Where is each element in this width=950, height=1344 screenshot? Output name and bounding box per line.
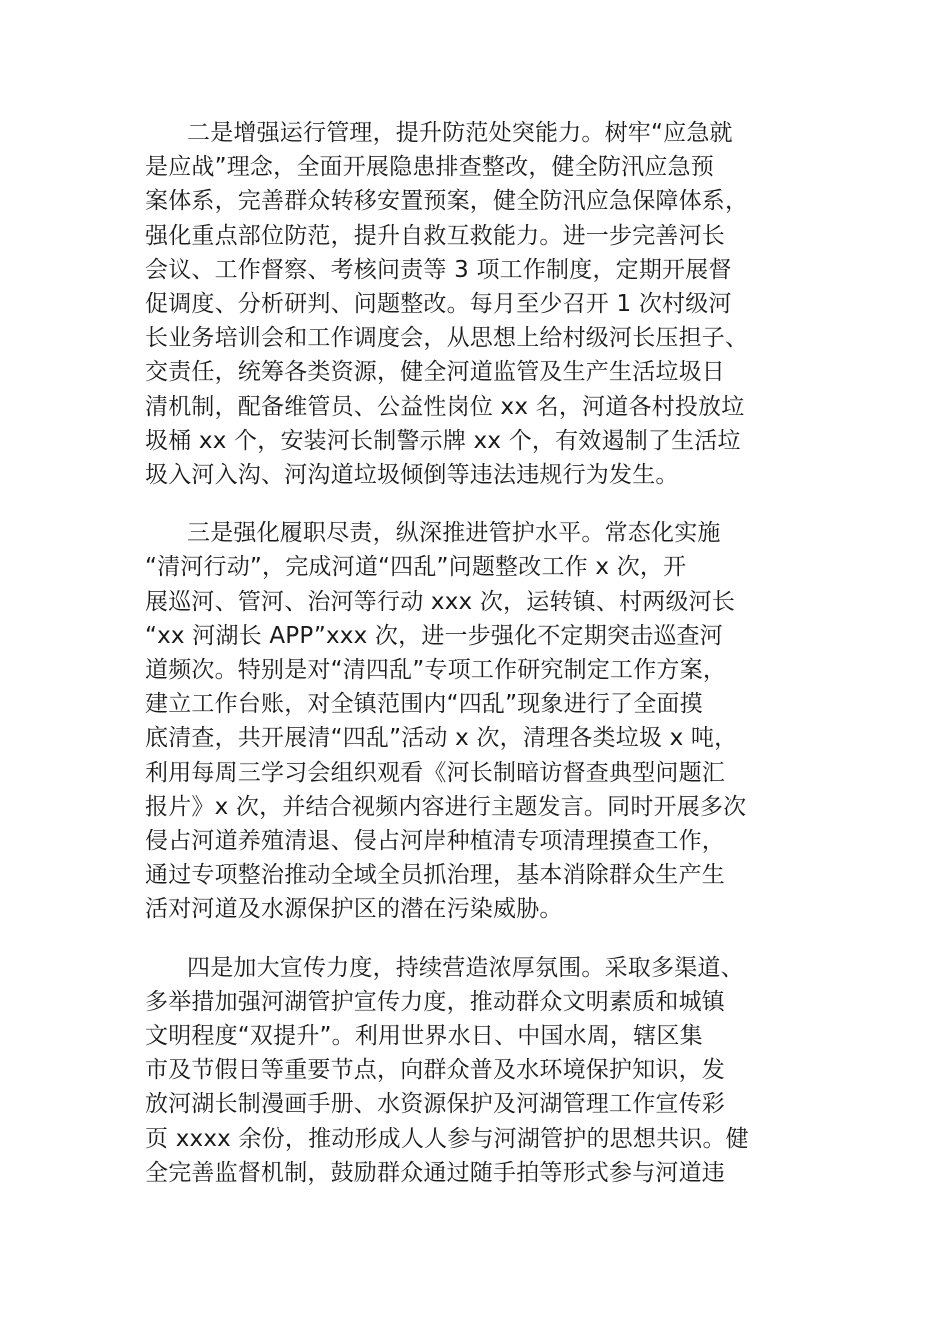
text-line: 展巡河、管河、治河等行动 xxx 次，运转镇、村两级河长 — [145, 588, 736, 615]
paragraph-duty-fulfillment — [145, 516, 805, 926]
text-line: 强化重点部位防范，提升自救互救能力。进一步完善河长 — [145, 222, 725, 249]
text-line: 文明程度“双提升”。利用世界水日、中国水周，辖区集 — [145, 1023, 703, 1050]
text-line: 四是加大宣传力度，持续营造浓厚氛围。采取多渠道、 — [187, 954, 744, 981]
text-line: 底清查，共开展清“四乱”活动 x 次，清理各类垃圾 x 吨， — [145, 725, 738, 752]
paragraph-operation-management — [145, 116, 805, 492]
text-line: 全完善监督机制，鼓励群众通过随手拍等形式参与河道违 — [145, 1159, 725, 1186]
document-body — [145, 116, 805, 1190]
text-line: 交责任，统筹各类资源，健全河道监管及生产生活垃圾日 — [145, 359, 725, 386]
text-line: “清河行动”，完成河道“四乱”问题整改工作 x 次，开 — [145, 554, 687, 581]
text-line: 利用每周三学习会组织观看《河长制暗访督查典型问题汇 — [145, 759, 725, 786]
text-line: 通过专项整治推动全域全员抓治理，基本消除群众生产生 — [145, 862, 725, 889]
text-line: “xx 河湖长 APP”xxx 次，进一步强化不定期突击巡查河 — [145, 622, 723, 649]
text-line: 会议、工作督察、考核问责等 3 项工作制度，定期开展督 — [145, 256, 732, 283]
text-line: 清机制，配备维管员、公益性岗位 xx 名，河道各村投放垃 — [145, 393, 745, 420]
text-line: 道频次。特别是对“清四乱”专项工作研究制定工作方案， — [145, 657, 727, 684]
text-line: 建立工作台账，对全镇范围内“四乱”现象进行了全面摸 — [145, 691, 703, 718]
text-line: 长业务培训会和工作调度会，从思想上给村级河长压担子、 — [145, 325, 749, 352]
paragraph-publicity — [145, 951, 805, 1190]
text-line: 页 xxxx 余份，推动形成人人参与河湖管护的思想共识。健 — [145, 1125, 749, 1152]
text-line: 多举措加强河湖管护宣传力度，推动群众文明素质和城镇 — [145, 988, 725, 1015]
text-line: 圾入河入沟、河沟道垃圾倾倒等违法违规行为发生。 — [145, 462, 679, 489]
text-line: 促调度、分析研判、问题整改。每月至少召开 1 次村级河 — [145, 291, 732, 318]
text-line: 报片》x 次，并结合视频内容进行主题发言。同时开展多次 — [145, 793, 747, 820]
text-line: 放河湖长制漫画手册、水资源保护及河湖管理工作宣传彩 — [145, 1091, 725, 1118]
text-line: 侵占河道养殖清退、侵占河岸种植清专项清理摸查工作， — [145, 828, 725, 855]
text-line: 是应战”理念，全面开展隐患排查整改，健全防汛应急预 — [145, 154, 714, 181]
text-line: 圾桶 xx 个，安装河长制警示牌 xx 个，有效遏制了生活垃 — [145, 427, 741, 454]
text-line: 活对河道及水源保护区的潜在污染威胁。 — [145, 896, 563, 923]
text-line: 案体系，完善群众转移安置预案，健全防汛应急保障体系， — [145, 188, 749, 215]
text-line: 二是增强运行管理，提升防范处突能力。树牢“应急就 — [187, 120, 733, 146]
text-line: 三是强化履职尽责，纵深推进管护水平。常态化实施 — [187, 520, 721, 547]
text-line: 市及节假日等重要节点，向群众普及水环境保护知识，发 — [145, 1057, 725, 1084]
